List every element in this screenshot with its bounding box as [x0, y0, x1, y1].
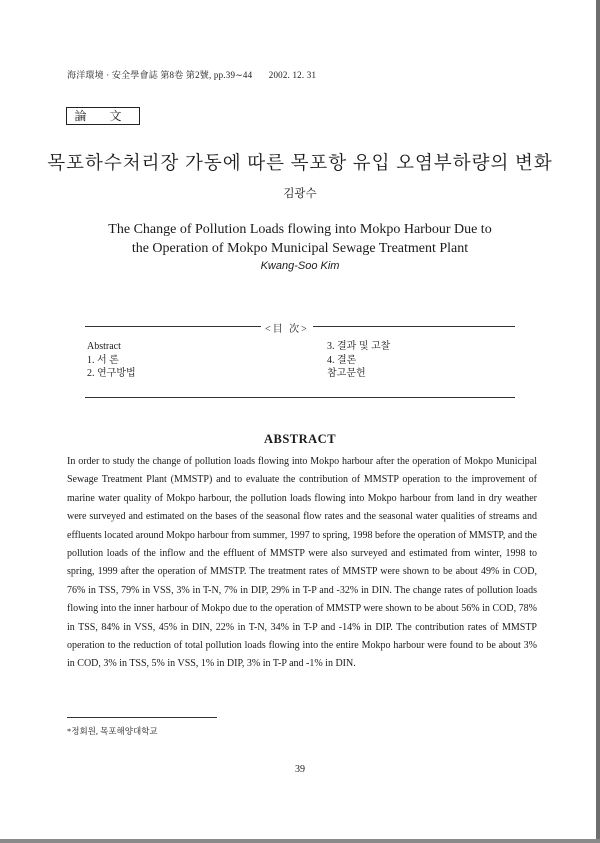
toc-label: <目 次> [261, 320, 313, 335]
toc-item: 1. 서 론 [87, 354, 119, 366]
author-english: Kwang-Soo Kim [260, 260, 340, 272]
journal-header [67, 68, 330, 81]
footnote-rule [67, 717, 217, 718]
title-english-line-1: The Change of Pollution Loads flowing into Mokpo Harbour Due to [108, 222, 492, 237]
toc-column-left [87, 340, 136, 381]
table-of-contents [85, 320, 515, 398]
toc-rule-bottom [85, 397, 515, 398]
page-number: 39 [295, 764, 305, 775]
toc-item: 3. 결과 및 고찰 [327, 341, 391, 352]
toc-item: 2. 연구방법 [87, 368, 136, 379]
article-type-label: 論 文 [66, 107, 140, 125]
title-english-line-2: the Operation of Mokpo Municipal Sewage Treatment Plant [131, 241, 469, 256]
journal-citation: 海洋環境 · 安全學會誌 第8卷 第2號, pp.39∼44 [67, 70, 253, 80]
author-korean: 김광수 [283, 188, 317, 200]
title-korean: 목포하수처리장 가동에 따른 목포항 유입 오염부하량의 변화 [47, 154, 553, 174]
abstract-body: In order to study the change of pollution loads flowing into Mokpo harbour after the operation of Mokpo Municipal Sewage Treatment Plant (MMSTP) and to evaluate the contribution of MMSTP operation to the improvement of marine water quality of Mokpo harbour, the pollution loads flowing into Mokpo harbour from land in dry weather were surveyed and estimated on the bases of the seasonal flow rates and the seasonal water qualities of streams and effluents located around Mokpo harbour from summer, 1997 to spring, 1998 before the operation of MMSTP, and the pollution loads of the inflow and the effluent of MMSTP were also surveyed and estimated from winter, 1998 to spring, 1999 after the operation of MMSTP. The treatment rates of MMSTP were shown to be about 49% in COD, 76% in TSS, 79% in VSS, 3% in T-N, 7% in DIP, 29% in T-P and -32% in DIN. The change rates of pollution loads flowing into the inner harbour of Mokpo due to the operation of MMSTP were shown to be about 56% in COD, 78% in TSS, 84% in VSS, 45% in DIN, 22% in T-N, 34% in T-P and -14% in DIP. The contribution rates of MMSTP operation to the reduction of total pollution loads flowing into the entire Mokpo harbour were found to be about 3% in COD, 3% in TSS, 5% in VSS, 1% in DIP, 3% in T-P and -1% in DIN. [67, 456, 537, 670]
scan-edge-right [596, 0, 600, 843]
scan-edge-bottom [0, 839, 600, 843]
journal-date: 2002. 12. 31 [268, 70, 317, 80]
toc-item: Abstract [87, 341, 121, 352]
title-english [0, 220, 600, 258]
toc-item: 참고문헌 [327, 368, 366, 379]
toc-item: 4. 결론 [327, 354, 357, 366]
abstract-heading: ABSTRACT [263, 432, 337, 446]
author-affiliation-footnote: *정회원, 목포해양대학교 [67, 726, 158, 736]
toc-column-right [327, 340, 390, 381]
